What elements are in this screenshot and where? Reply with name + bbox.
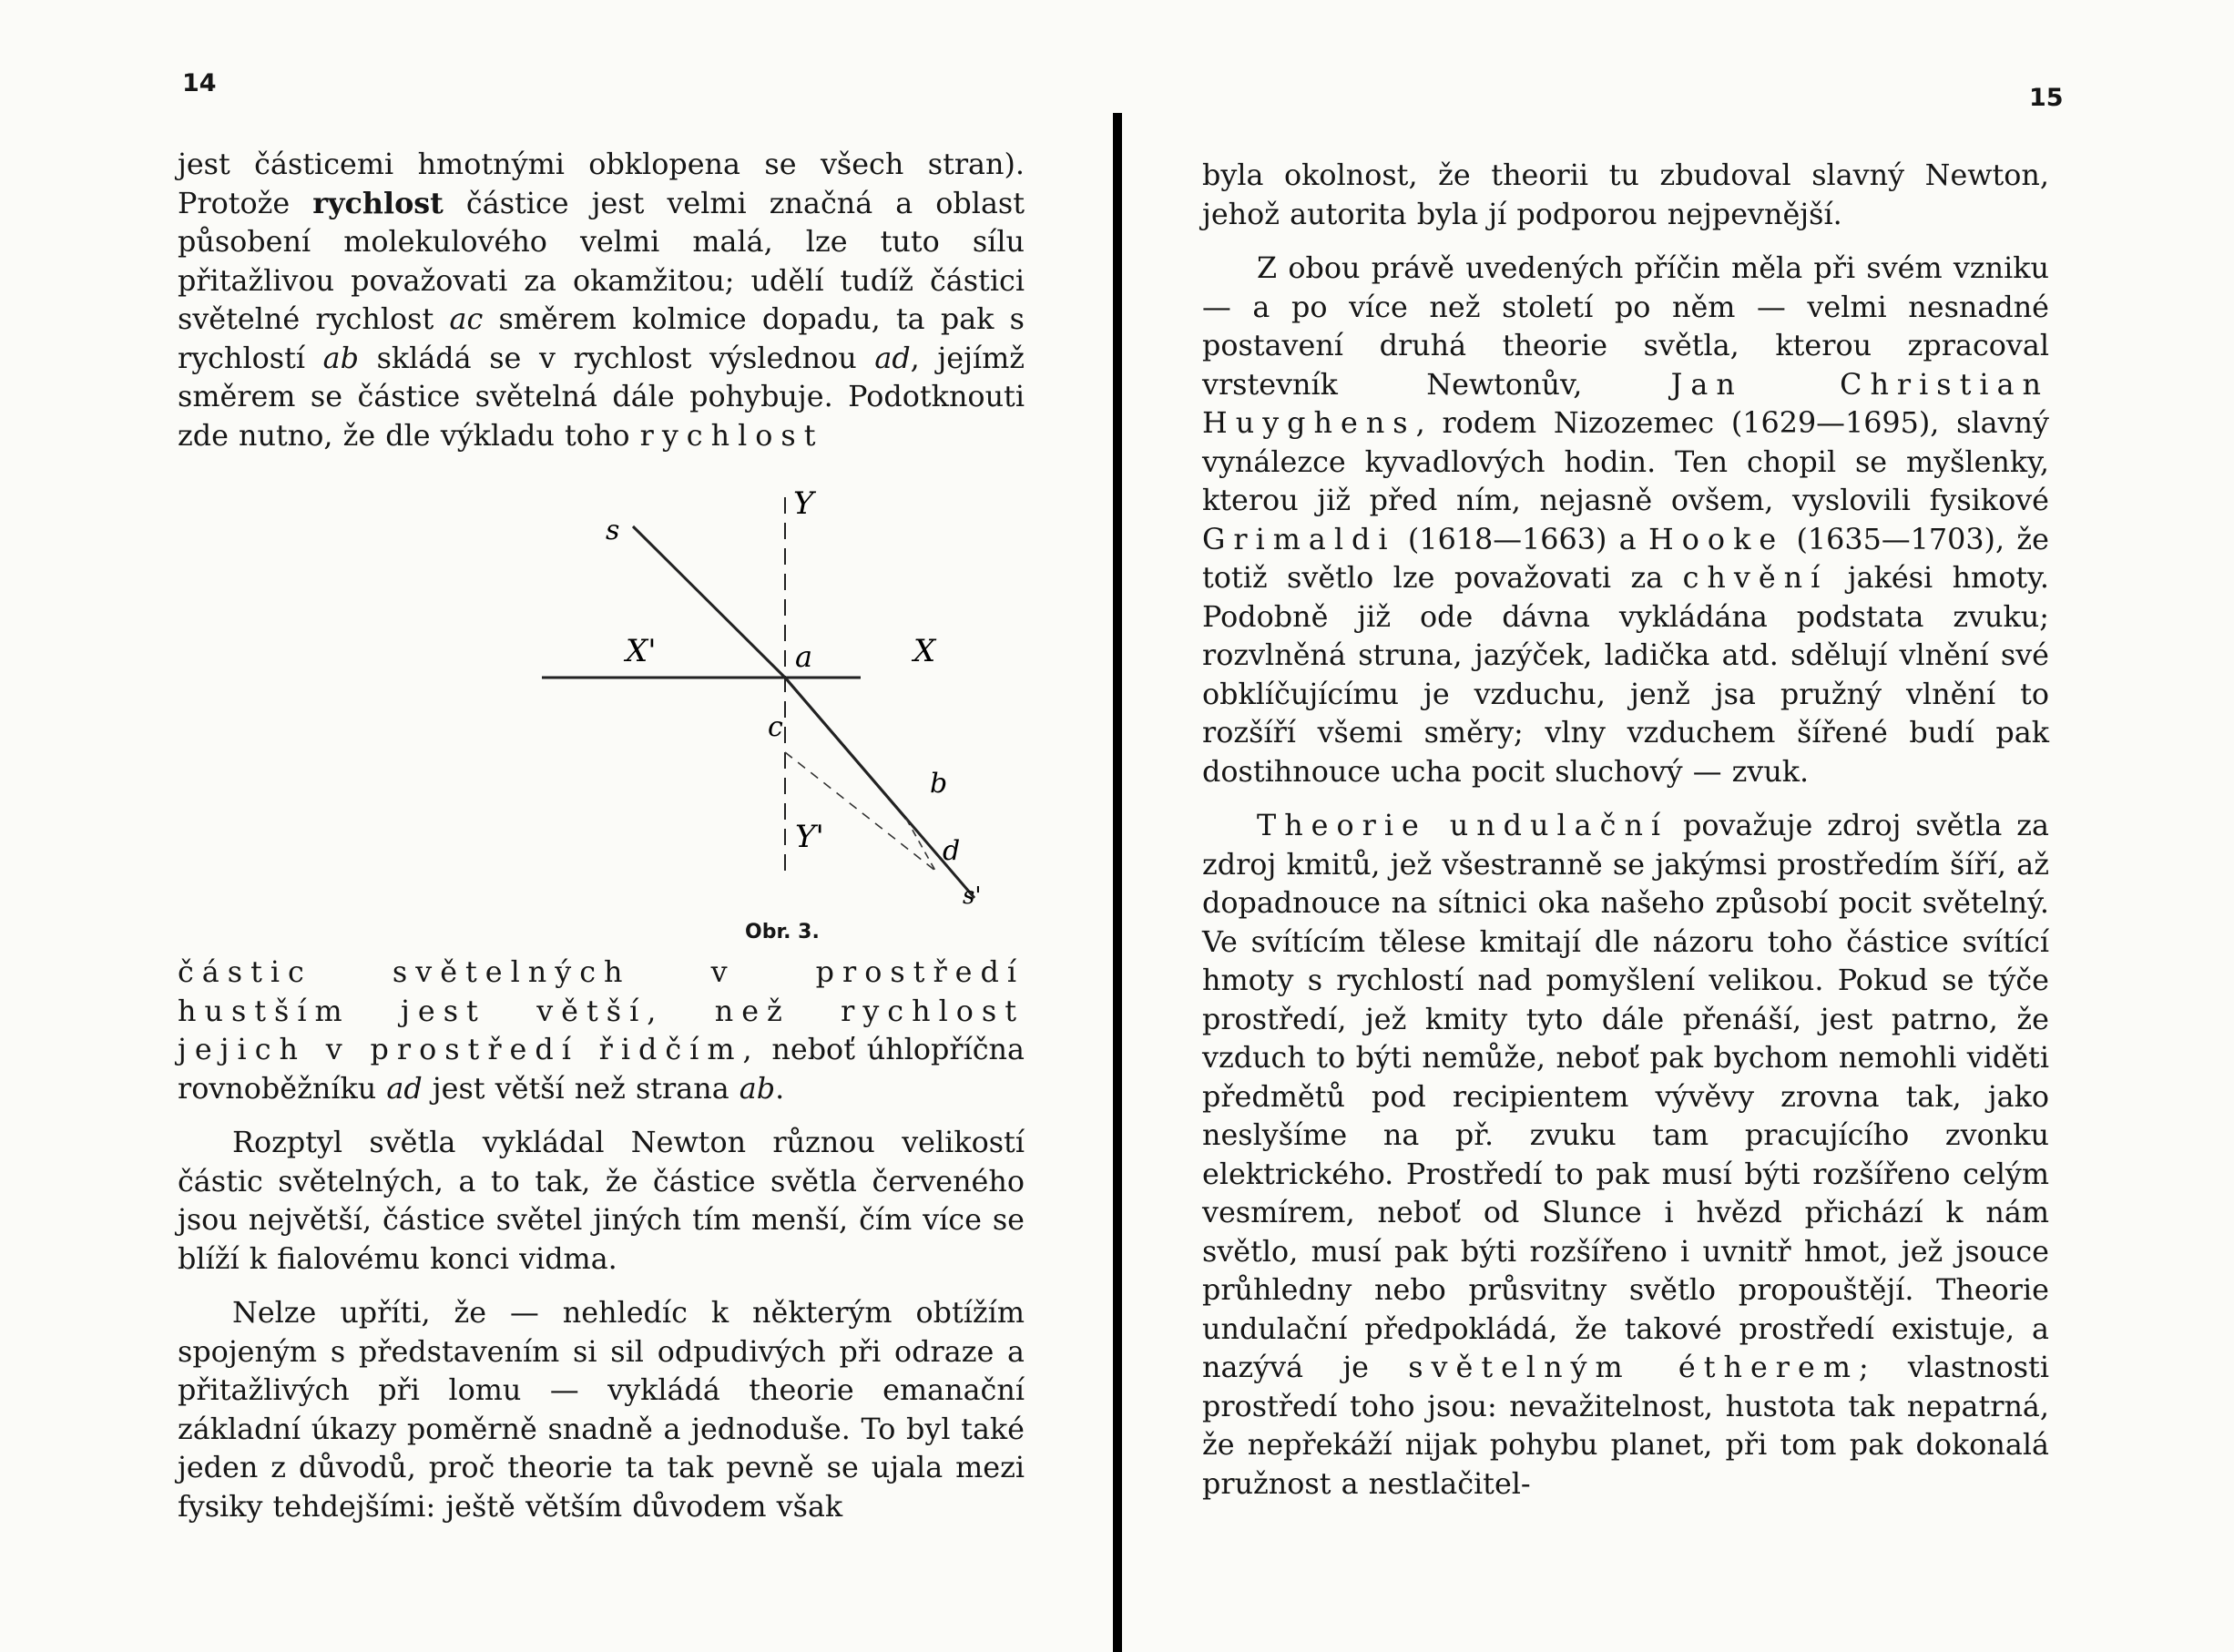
left-paragraph-2: částic světelných v prostředí hustším jest větší, než rychlost jejich v prostředí řidčím, neboť úhlopříčna rovnoběžníku ad jest větší než strana ab. [178, 955, 1025, 1106]
spaced-hooke: Hooke [1648, 522, 1785, 556]
page-number-left: 14 [182, 69, 217, 97]
page-number-right: 15 [2029, 84, 2064, 112]
right-paragraph-2: Z obou právě uvedených příčin měla při svém vzniku — a po více než století po něm — velmi nesnadné postavení druhá theorie světla, kterou zpracoval vrstevník Newtonův, Jan Christian Huyghens, rodem Nizozemec (1629—1695), slavný vynálezce kyvadlových hodin. Ten chopil se myšlenky, kterou již před ním, nejasně ovšem, vyslovili fysikové Grimaldi (1618—1663) a Hooke (1635—1703), že totiž světlo lze považovati za chvění jakési hmoty. Podobně již ode dávna vykládána podstata zvuku; rozvlněná struna, jazýček, ladička atd. sdělují vlnění své obklíčujícímu je vzduchu, jenž jsa pružný vlnění to rozšíří všemi směry; vlny vzduchem šířené budí pak dostihnouce ucha pocit sluchový — zvuk. [1202, 251, 2050, 789]
spaced-huyghens: Jan Christian Huyghens [1202, 367, 2050, 440]
figure-caption: Obr. 3. [745, 921, 820, 943]
label-a: a [795, 639, 813, 674]
emphasis-rychlost: rychlost [312, 186, 444, 220]
label-x-left: X' [626, 633, 657, 669]
right-paragraph-1: byla okolnost, že theorii tu zbudoval slavný Newton, jehož autorita byla jí podporou nejpevnější. [1202, 158, 2049, 231]
label-s-bottom: s' [963, 882, 982, 910]
spaced-svetelny-ether: světelným étherem [1408, 1351, 1859, 1384]
label-y-top: Y [793, 485, 814, 522]
page-gutter [1113, 113, 1122, 1652]
refraction-diagram-svg [542, 479, 1025, 934]
spaced-rychlost: rychlost [639, 418, 824, 453]
spaced-grimaldi: Grimaldi [1202, 522, 1396, 556]
left-paragraph-3: Rozptyl světla vykládal Newton různou velikostí částic světelných, a to tak, že částice světla červeného jsou největší, částice světel jiných tím menší, čím více se blíží k fialovému konci vidma. [178, 1126, 1025, 1276]
left-paragraph-4: Nelze upříti, že — nehledíc k některým obtížím spojeným s představením si sil odpudivých při odraze a přitažlivých při lomu — vykládá theorie emanační základní úkazy poměrně snadně a jednoduše. To byl také jeden z důvodů, proč theorie ta tak pevně se ujala mezi fysiky tehdejšími: ještě větším důvodem však [178, 1296, 1025, 1524]
spaced-phrase: částic světelných v prostředí hustším jest větší, než rychlost jejich v prostředí řidčím, [178, 955, 1025, 1066]
spaced-chveni: chvění [1682, 561, 1829, 595]
label-x-right: X [913, 633, 936, 669]
spaced-theorie-undulacni: Theorie undulační [1257, 809, 1669, 842]
refraction-diagram [542, 479, 1025, 934]
label-d: d [943, 835, 961, 867]
right-paragraph-3: Theorie undulační považuje zdroj světla za zdroj kmitů, jež všestranně se jakýmsi prostředím šíří, až dopadnouce na sítnici oka našeho způsobí pocit světelný. Ve svítícím tělese kmitají dle názoru toho částice svítící hmoty s rychlostí nad pomyšlení velikou. Pokud se týče prostředí, jež kmity tyto dále přenáší, jest patrno, že vzduch to býti nemůže, neboť pak bychom nemohli viděti předmětů pod recipientem vývěvy zrovna tak, jako neslyšíme na př. zvuku tam pracujícího zvonku elektrického. Prostředí to pak musí býti rozšířeno celým vesmírem, neboť od Slunce i hvězd přichází k nám světlo, musí pak býti rozšířeno i uvnitř hmot, jež jsouce průhledny nebo průsvitny světlo propouštějí. Theorie undulační předpokládá, že takové prostředí existuje, a nazývá je světelným étherem; vlastnosti prostředí toho jsou: nevažitelnost, hustota tak nepatrná, že nepřekáží nijak pohybu planet, při tom pak dokonalá pružnost a nestlačitel- [1202, 809, 2049, 1501]
vector-ab: ab [322, 341, 359, 375]
dashed-bd [906, 819, 935, 871]
label-s-top: s [606, 515, 620, 546]
vector-ad: ad [874, 341, 911, 375]
left-text-bottom [178, 953, 1025, 1526]
label-c: c [768, 711, 783, 743]
label-b: b [930, 768, 948, 800]
left-text-top [178, 146, 1025, 455]
vector-ac: ac [449, 302, 484, 336]
left-paragraph-1: jest částicemi hmotnými obklopena se všech stran). Protože rychlost částice jest velmi značná a oblast působení molekulového velmi malá, lze tuto sílu přitažlivou považovati za okamžitou; udělí tudíž částici světelné rychlost ac směrem kolmice dopadu, ta pak s rychlostí ab skládá se v rychlost výslednou ad, jejímž směrem se částice světelná dále pohybuje. Podotknouti zde nutno, že dle výkladu toho rychlost [178, 148, 1025, 453]
label-y-bottom: Y' [795, 819, 824, 855]
right-text [1202, 157, 2049, 1504]
